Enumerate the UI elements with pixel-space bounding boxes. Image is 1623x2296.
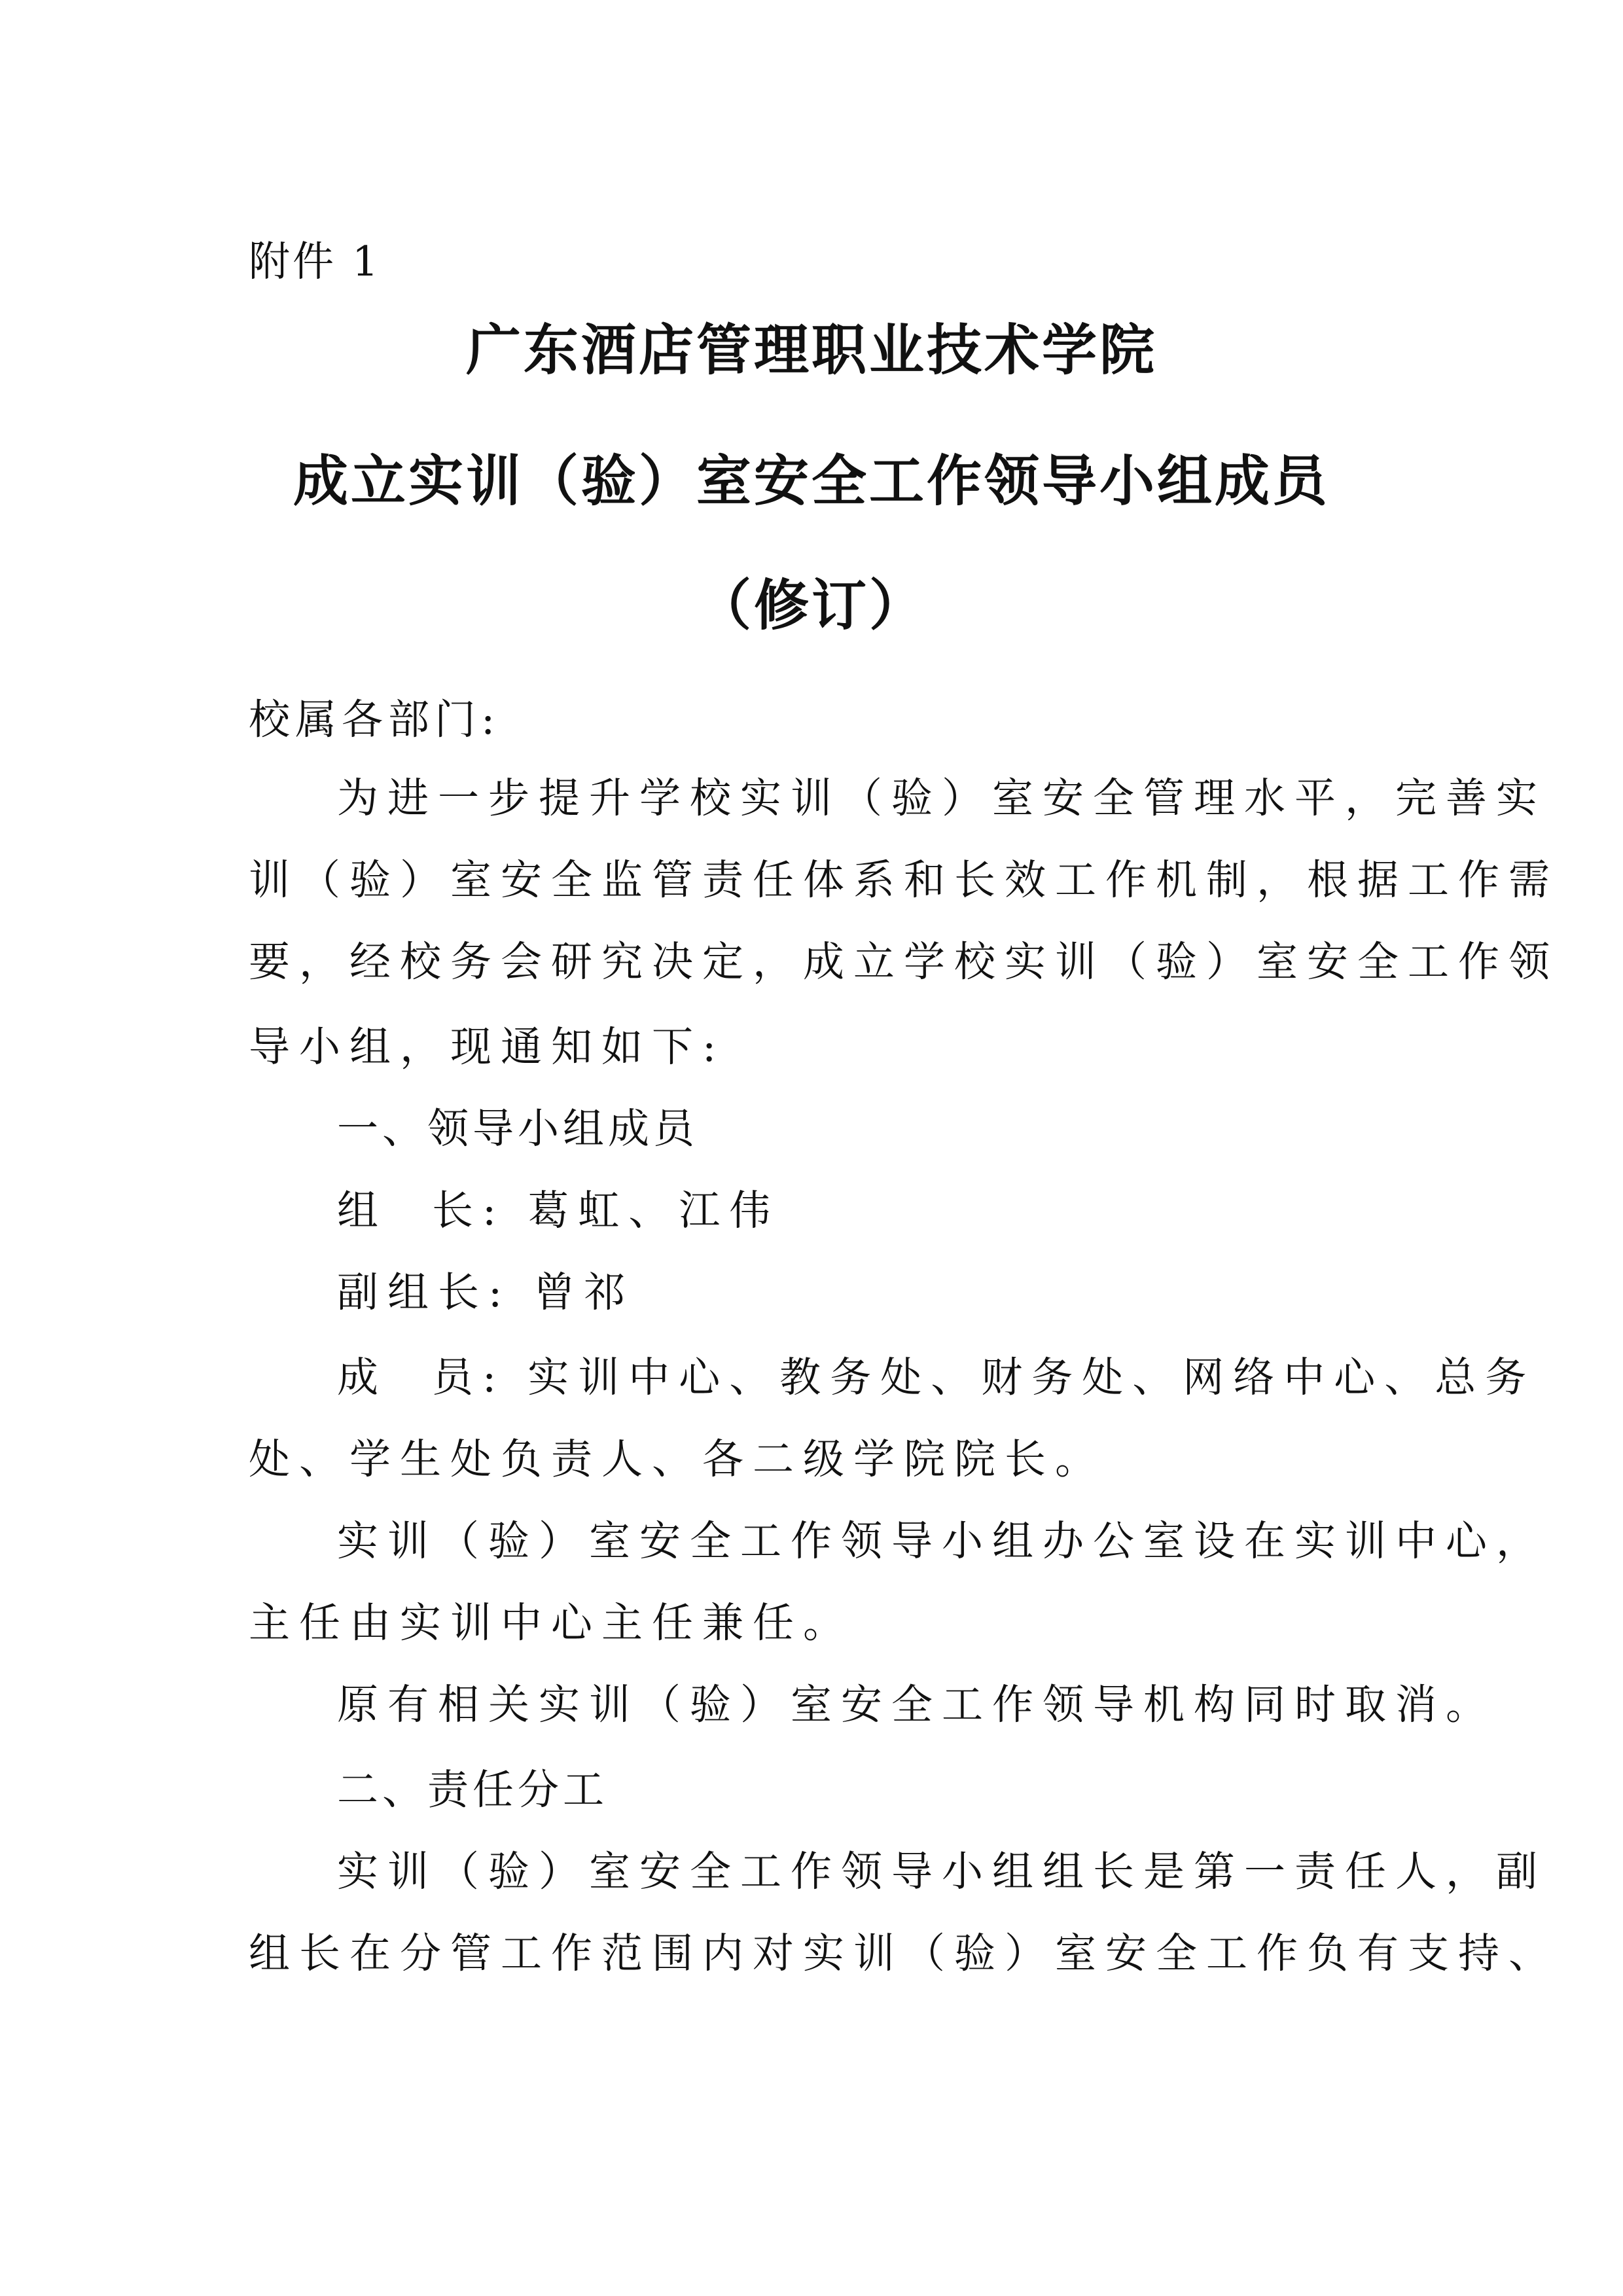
intro-line-3: 要，经校务会研究决定，成立学校实训（验）室安全工作领 <box>249 938 1559 986</box>
leader-line: 组 长: 葛虹、江伟 <box>337 1187 780 1234</box>
section-1-heading: 一、领导小组成员 <box>337 1105 698 1153</box>
intro-line-1: 为进一步提升学校实训（验）室安全管理水平，完善实 <box>337 774 1546 822</box>
duty-line-1: 实训（验）室安全工作领导小组组长是第一责任人，副 <box>337 1848 1546 1895</box>
cancel-line: 原有相关实训（验）室安全工作领导机构同时取消。 <box>337 1681 1496 1729</box>
office-line-2: 主任由实训中心主任兼任。 <box>249 1599 853 1647</box>
salutation: 校属各部门: <box>249 696 501 744</box>
members-line-2: 处、学生处负责人、各二级学院院长。 <box>249 1435 1105 1483</box>
intro-line-4: 导小组，现通知如下: <box>249 1023 726 1071</box>
duty-line-2: 组长在分管工作范围内对实训（验）室安全工作负有支持、 <box>249 1929 1559 1977</box>
title-line-1: 广东酒店管理职业技术学院 <box>465 318 1157 382</box>
intro-line-2: 训（验）室安全监管责任体系和长效工作机制，根据工作需 <box>249 856 1559 904</box>
office-line-1: 实训（验）室安全工作领导小组办公室设在实训中心， <box>337 1517 1546 1565</box>
members-line-1: 成 员: 实训中心、教务处、财务处、网络中心、总务 <box>337 1354 1536 1401</box>
title-line-2: 成立实训（验）室安全工作领导小组成员 <box>293 449 1330 513</box>
attachment-label: 附件 1 <box>249 238 382 285</box>
title-line-3: （修订） <box>696 573 927 637</box>
deputy-line: 副组长: 曾祁 <box>337 1268 635 1316</box>
section-2-heading: 二、责任分工 <box>337 1766 608 1814</box>
